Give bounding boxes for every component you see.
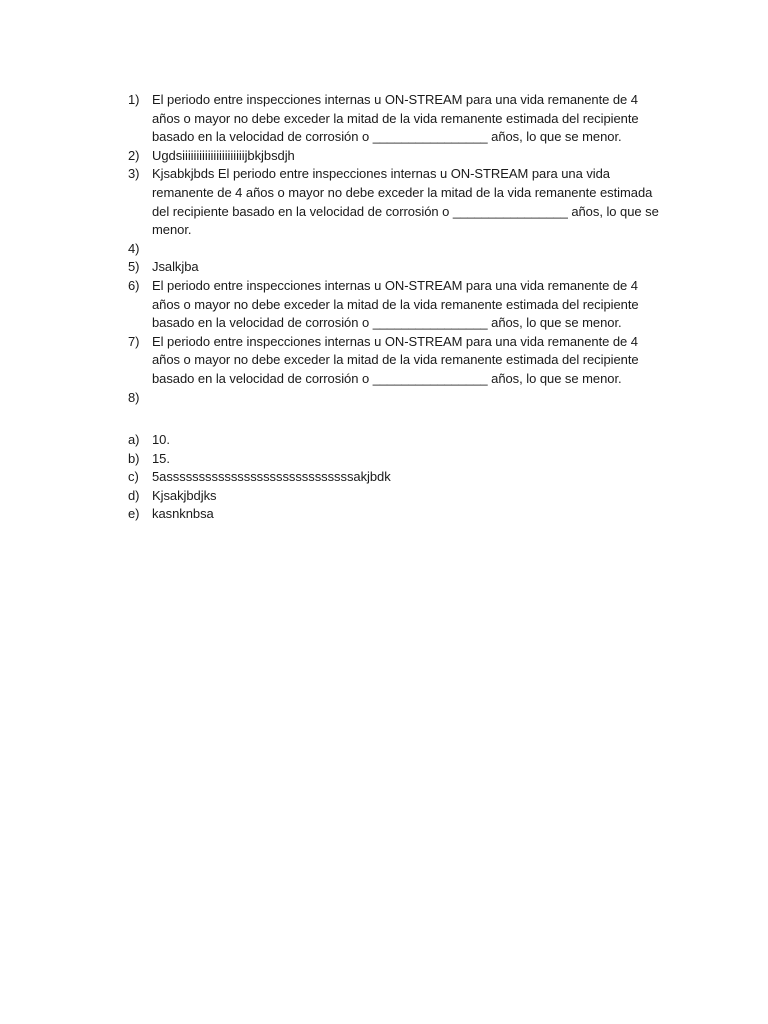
list-item — [128, 505, 668, 524]
item-text: Jsalkjba — [152, 259, 199, 275]
list-item — [128, 165, 668, 239]
item-number: 1) — [128, 92, 140, 107]
list-item — [128, 468, 668, 487]
list-item — [128, 91, 668, 147]
lettered-option-list — [128, 431, 668, 524]
item-text — [152, 240, 668, 259]
list-item — [128, 487, 668, 506]
list-item — [128, 258, 668, 277]
item-letter: b) — [128, 450, 140, 466]
item-text: kasnknbsa — [152, 506, 214, 522]
item-letter: e) — [128, 506, 140, 522]
list-item — [128, 240, 668, 259]
item-number: 7) — [128, 333, 140, 349]
list-item — [128, 277, 668, 333]
item-number: 3) — [128, 166, 140, 182]
item-text: 5asssssssssssssssssssssssssssssakjbdk — [152, 469, 391, 485]
item-text: Ugdsiiiiiiiiiiiiiiiiiiiiiijbkjbsdjh — [152, 147, 295, 163]
item-text: El periodo entre inspecciones internas u ON-STREAM para una vida remanente de 4 años o mayor no debe exceder la mitad de la vida remanente estimada del recipiente basado en la velocidad de corrosión o ________________ años, lo que se menor. — [152, 333, 639, 386]
item-text: 10. — [152, 432, 170, 447]
list-item — [128, 431, 668, 450]
item-number: 8) — [128, 389, 140, 405]
list-item — [128, 333, 668, 389]
item-text: Kjsakjbdjks — [152, 487, 217, 503]
item-text — [152, 389, 668, 408]
item-text: El periodo entre inspecciones internas u ON-STREAM para una vida remanente de 4 años o mayor no debe exceder la mitad de la vida remanente estimada del recipiente basado en la velocidad de corrosión o ________________ años, lo que se menor. — [152, 92, 639, 145]
item-letter: c) — [128, 469, 139, 485]
numbered-question-list — [128, 91, 668, 407]
list-item — [128, 389, 668, 408]
list-item — [128, 450, 668, 469]
item-letter: d) — [128, 487, 140, 503]
item-letter: a) — [128, 432, 140, 447]
item-number: 6) — [128, 277, 140, 293]
item-text: 15. — [152, 450, 170, 466]
item-number: 2) — [128, 147, 140, 163]
item-text: Kjsabkjbds El periodo entre inspecciones internas u ON-STREAM para una vida remanente de 4 años o mayor no debe exceder la mitad de la vida remanente estimada del recipiente basado en la velocidad de corrosión o ________________ años, lo que se menor. — [152, 166, 659, 238]
item-number: 4) — [128, 240, 140, 256]
item-number: 5) — [128, 259, 140, 275]
list-item — [128, 147, 668, 166]
item-text: El periodo entre inspecciones internas u ON-STREAM para una vida remanente de 4 años o mayor no debe exceder la mitad de la vida remanente estimada del recipiente basado en la velocidad de corrosión o ________________ años, lo que se menor. — [152, 277, 639, 331]
